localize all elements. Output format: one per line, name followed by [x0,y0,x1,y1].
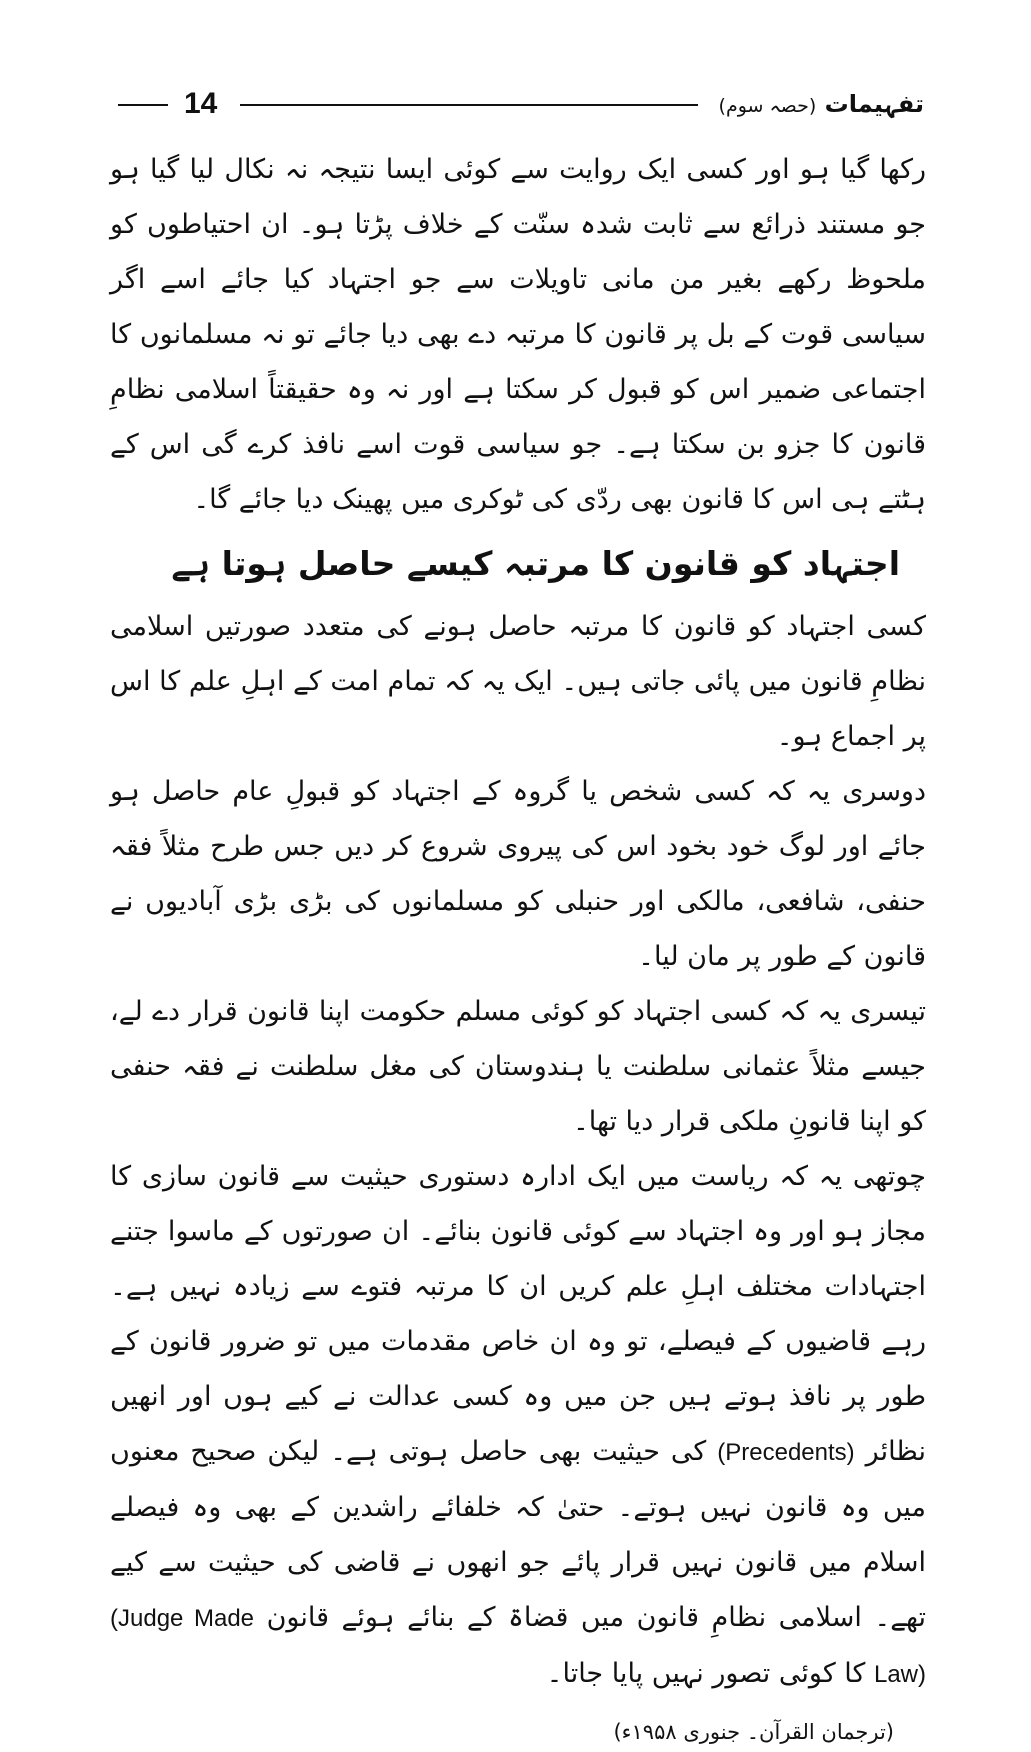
paragraph-3: دوسری یہ کہ کسی شخص یا گروہ کے اجتہاد کو قبولِ عام حاصل ہو جائے اور لوگ خود بخود اس کی پیروی شروع کر دیں جس طرح مثلاً فقہ حنفی، شافعی، مالکی اور حنبلی کو مسلمانوں کی بڑی بڑی آبادیوں نے قانون کے طور پر مان لیا۔ [110,776,926,972]
header-dash [118,104,168,106]
paragraph-1: رکھا گیا ہو اور کسی ایک روایت سے کوئی ایسا نتیجہ نہ نکال لیا گیا ہو جو مستند ذرائع سے ثابت شدہ سنّت کے خلاف پڑتا ہو۔ ان احتیاطوں کو ملحوظ رکھے بغیر من مانی تاویلات سے جو اجتہاد کیا جائے اسے اگر سیاسی قوت کے بل پر قانون کا مرتبہ دے بھی دیا جائے تو نہ مسلمانوں کا اجتماعی ضمیر اس کو قبول کر سکتا ہے اور نہ وہ حقیقتاً اسلامی نظامِ قانون کا جزو بن سکتا ہے۔ جو سیاسی قوت اسے نافذ کرے گی اس کے ہٹتے ہی اس کا قانون بھی ردّی کی ٹوکری میں پھینک دیا جائے گا۔ [110,154,926,515]
page-number: 14 [184,87,218,120]
judge-made-law-term: (Judge Made Law) [110,1605,926,1688]
page-body [110,142,926,1752]
paragraph-5-part-1: چوتھی یہ کہ ریاست میں ایک ادارہ دستوری حیثیت سے قانون سازی کا مجاز ہو اور وہ اجتہاد سے کوئی قانون بنائے۔ ان صورتوں کے ماسوا جتنے اجتہادات مختلف اہلِ علم کریں ان کا مرتبہ فتوے سے زیادہ نہیں ہے۔ رہے قاضیوں کے فیصلے، تو وہ ان خاص مقدمات میں تو ضرور قانون کے طور پر نافذ ہوتے ہیں جن میں وہ کسی عدالت نے کیے ہوں اور انھیں نظائر [110,1161,926,1467]
paragraph-5-part-3: کا کوئی تصور نہیں پایا جاتا۔ [546,1658,866,1689]
section-label: (حصہ سوم) [718,95,817,117]
paragraph-5 [110,1149,926,1702]
paragraph-2: کسی اجتہاد کو قانون کا مرتبہ حاصل ہونے کی متعدد صورتیں اسلامی نظامِ قانون میں پائی جاتی ہیں۔ ایک یہ کہ تمام امت کے اہلِ علم کا اس پر اجماع ہو۔ [110,611,926,752]
paragraph-5-part-2: کی حیثیت بھی حاصل ہوتی ہے۔ لیکن صحیح معنوں میں وہ قانون نہیں ہوتے۔ حتیٰ کہ خلفائے راشدین کے بھی وہ فیصلے اسلام میں قانون نہیں قرار پائے جو انھوں نے قاضی کی حیثیت سے کیے تھے۔ اسلامی نظامِ قانون میں قضاۃ کے بنائے ہوئے قانون [110,1436,926,1633]
paragraph-4: تیسری یہ کہ کسی اجتہاد کو کوئی مسلم حکومت اپنا قانون قرار دے لے، جیسے مثلاً عثمانی سلطنت یا ہندوستان کی مغل سلطنت نے فقہ حنفی کو اپنا قانونِ ملکی قرار دیا تھا۔ [110,996,926,1137]
header-rule [240,104,698,106]
precedents-term: (Precedents) [717,1439,855,1466]
running-title [719,84,924,126]
page-header [118,84,924,124]
section-heading: اجتہاد کو قانون کا مرتبہ کیسے حاصل ہوتا ہے [171,544,900,583]
book-title: تفہیمات [824,90,924,118]
source-citation: (ترجمان القرآن۔ جنوری ۱۹۵۸ء) [613,1720,894,1744]
